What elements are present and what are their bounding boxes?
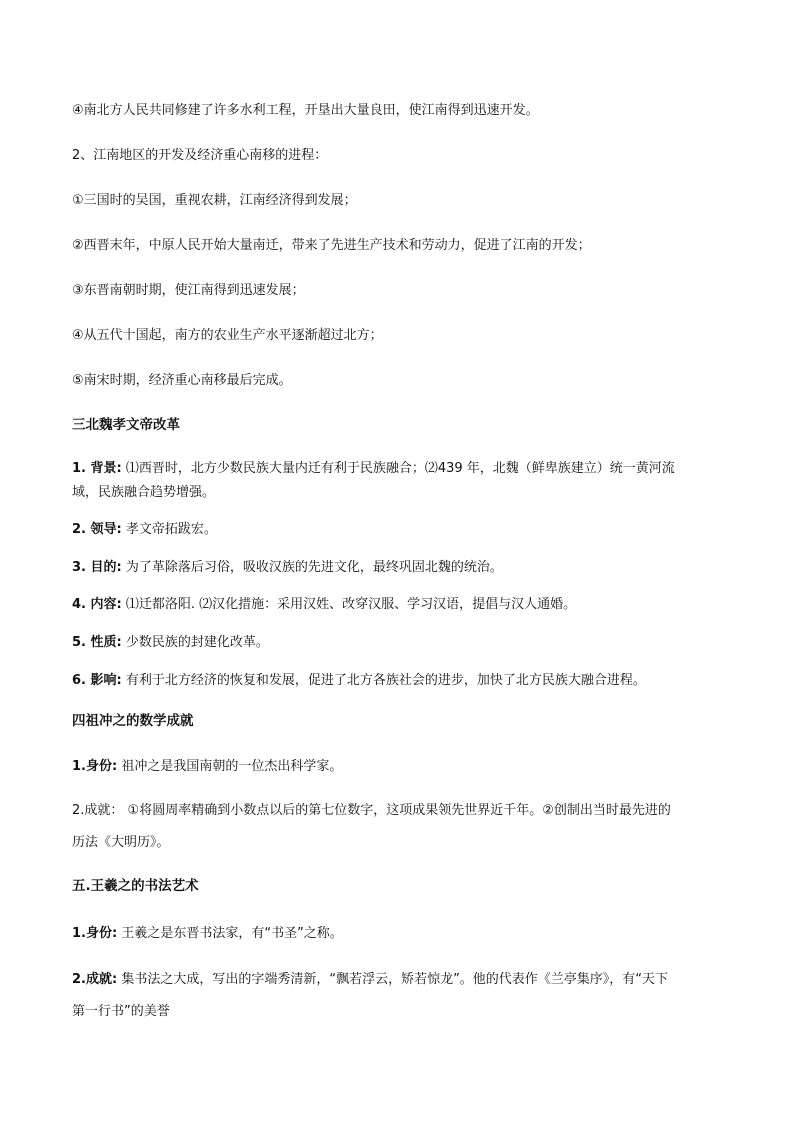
- paragraph-five-dynasties: ④从五代十国起，南方的农业生产水平逐渐超过北方；: [72, 328, 383, 343]
- reform-aim-text: 为了革除落后习俗，吸收汉族的先进文化，最终巩固北魏的统治。: [125, 560, 503, 575]
- reform-background-text: ⑴西晋时，北方少数民族大量内迁有利于民族融合；⑵439 年，北魏（鲜卑族建立）统一黄河流: [125, 461, 675, 476]
- reform-content-line: [72, 591, 732, 618]
- zu-identity-line: [72, 753, 732, 780]
- reform-background-line-2: 域，民族融合趋势增强。: [72, 485, 216, 500]
- zu-achievement-label: 2.成就：: [72, 803, 124, 818]
- wang-achievement-text: 集书法之大成，写出的字端秀清新，“飘若浮云，矫若惊龙”。他的代表作《兰亭集序》，有“天下: [121, 972, 669, 987]
- reform-nature-line: [72, 629, 732, 656]
- reform-nature-text: 少数民族的封建化改革。: [125, 635, 269, 650]
- reform-content-text: ⑴迁都洛阳. ⑵汉化措施：采用汉姓、改穿汉服、学习汉语，提倡与汉人通婚。: [125, 597, 577, 612]
- heading-wang-xizhi: 五.王羲之的书法艺术: [72, 878, 199, 894]
- reform-background-line-1: [72, 455, 732, 482]
- reform-leader-text: 孝文帝拓跋宏。: [125, 522, 217, 537]
- wang-achievement-label: 2.成就:: [72, 972, 118, 987]
- heading-zu-chongzhi: 四祖冲之的数学成就: [72, 713, 194, 729]
- wang-achievement-line-1: [72, 966, 732, 993]
- paragraph-water-works: ④南北方人民共同修建了许多水利工程，开垦出大量良田，使江南得到迅速开发。: [72, 103, 539, 118]
- wang-identity-line: [72, 920, 732, 947]
- reform-effect-line: [72, 667, 732, 694]
- reform-background-label: 1. 背景:: [72, 461, 122, 476]
- reform-leader-label: 2. 领导:: [72, 522, 122, 537]
- wang-achievement-line-2: 第一行书”的美誉: [72, 1004, 170, 1019]
- wang-identity-text: 王羲之是东晋书法家，有“书圣”之称。: [121, 926, 343, 941]
- paragraph-western-jin: ②西晋末年，中原人民开始大量南迁，带来了先进生产技术和劳动力，促进了江南的开发；: [72, 238, 591, 253]
- paragraph-eastern-jin: ③东晋南朝时期，使江南得到迅速发展；: [72, 283, 305, 298]
- zu-achievement-line-1: [72, 797, 732, 824]
- reform-effect-text: 有利于北方经济的恢复和发展，促进了北方各族社会的进步，加快了北方民族大融合进程。: [125, 673, 646, 688]
- reform-leader-line: [72, 516, 732, 543]
- reform-effect-label: 6. 影响:: [72, 673, 122, 688]
- reform-aim-line: [72, 554, 732, 581]
- reform-aim-label: 3. 目的:: [72, 560, 122, 575]
- zu-achievement-text: ①将圆周率精确到小数点以后的第七位数字，这项成果领先世界近千年。②创制出当时最先进的: [127, 803, 671, 818]
- zu-identity-text: 祖冲之是我国南朝的一位杰出科学家。: [121, 759, 343, 774]
- reform-nature-label: 5. 性质:: [72, 635, 122, 650]
- paragraph-jiangnan-process-title: 2、江南地区的开发及经济重心南移的进程：: [72, 148, 328, 163]
- paragraph-southern-song: ⑤南宋时期，经济重心南移最后完成。: [72, 373, 292, 388]
- heading-xiaowen-reform: 三北魏孝文帝改革: [72, 417, 180, 433]
- zu-achievement-line-2: 历法《大明历》。: [72, 835, 170, 850]
- wang-identity-label: 1.身份:: [72, 926, 118, 941]
- reform-content-label: 4. 内容:: [72, 597, 122, 612]
- paragraph-three-kingdoms: ①三国时的吴国，重视农耕，江南经济得到发展；: [72, 193, 357, 208]
- zu-identity-label: 1.身份:: [72, 759, 118, 774]
